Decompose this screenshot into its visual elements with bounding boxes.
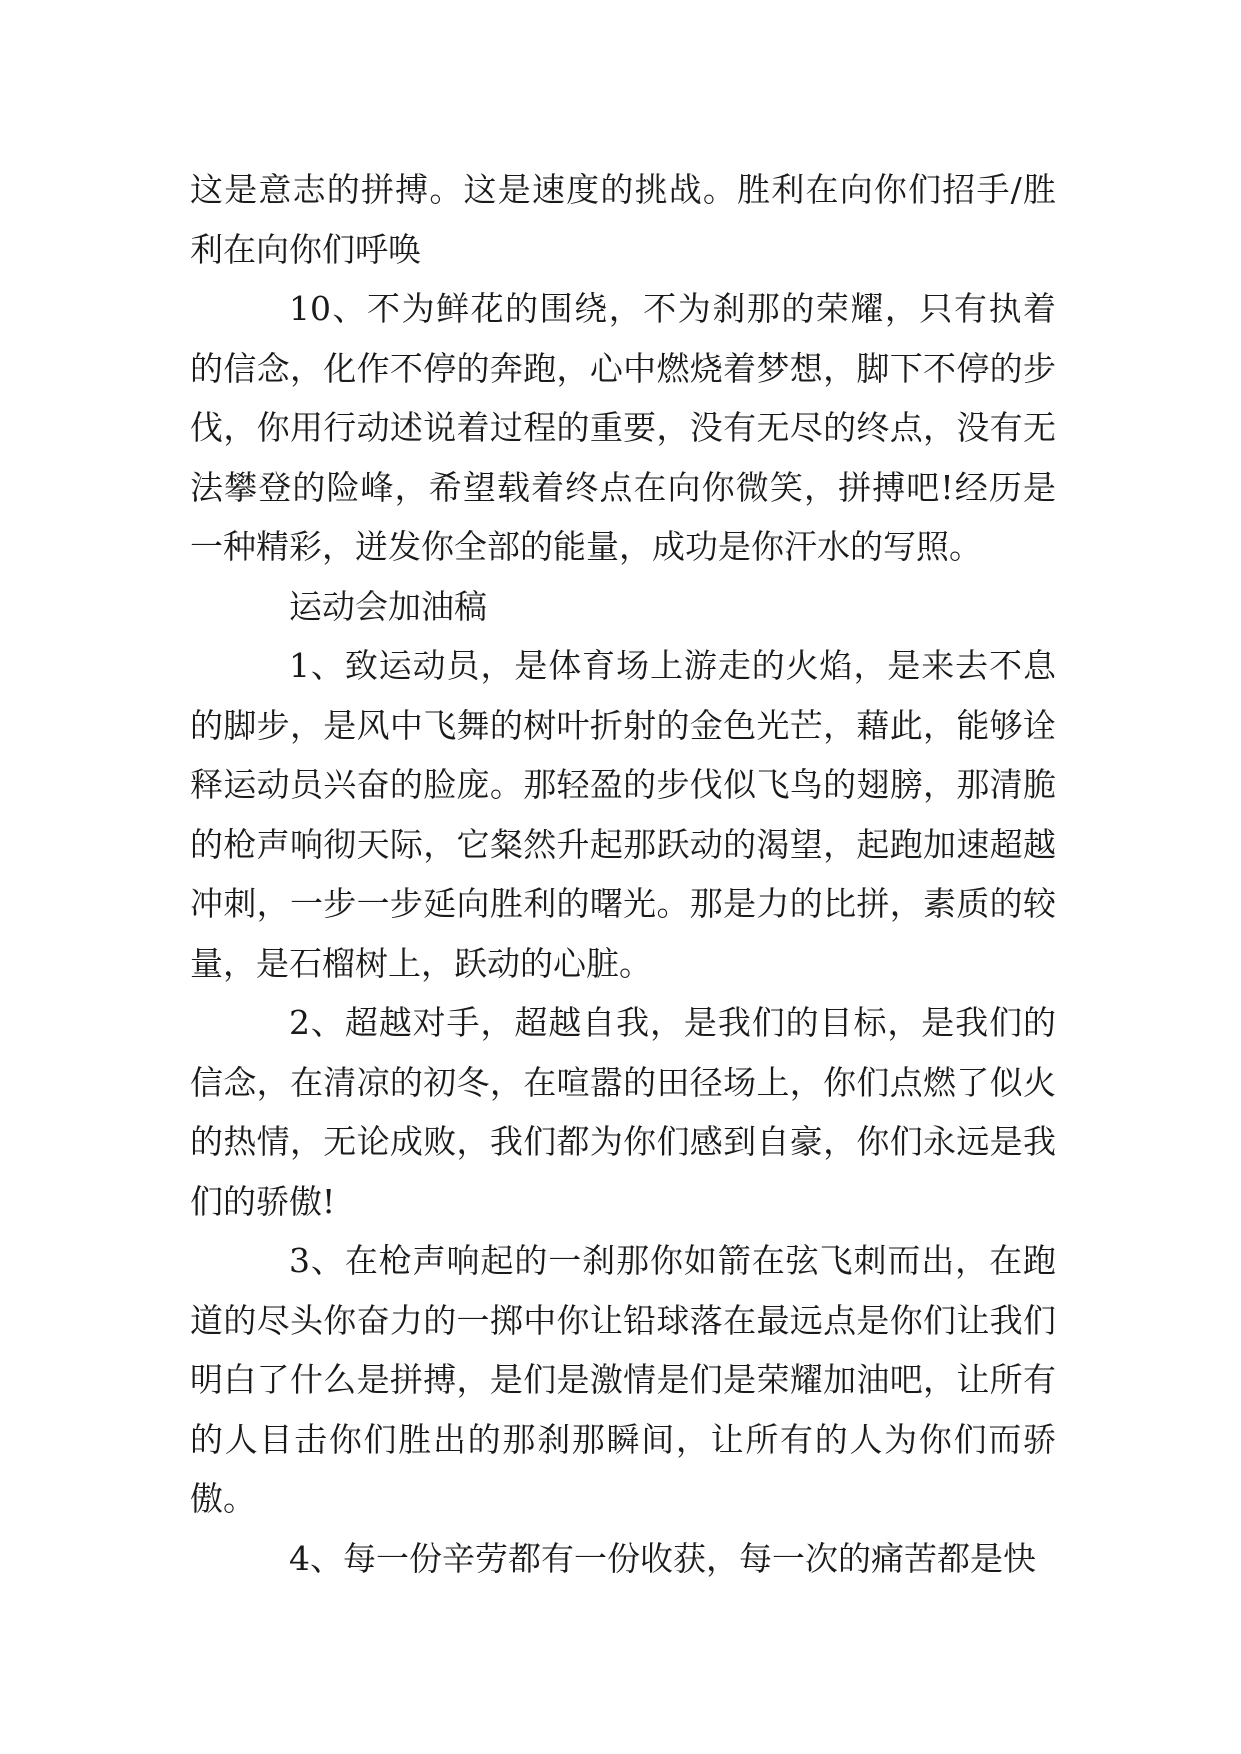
section-heading: 运动会加油稿 bbox=[289, 586, 487, 626]
paragraph-item-10: 10、不为鲜花的围绕，不为刹那的荣耀，只有执着的信念，化作不停的奔跑，心中燃烧着梦想，脚下不停的步伐，你用行动述说着过程的重要，没有无尽的终点，没有无法攀登的险峰，希望载着终点在向你微笑，拼搏吧!经历是一种精彩，迸发你全部的能量，成功是你汗水的写照。 bbox=[190, 289, 1056, 566]
paragraph-item-1: 1、致运动员，是体育场上游走的火焰，是来去不息的脚步，是风中飞舞的树叶折射的金色光芒，藉此，能够诠释运动员兴奋的脸庞。那轻盈的步伐似飞鸟的翅膀，那清脆的枪声响彻天际，它粲然升起那跃动的渴望，起跑加速超越冲刺，一步一步延向胜利的曙光。那是力的比拼，素质的较量，是石榴树上，跃动的心脏。 bbox=[190, 646, 1056, 983]
paragraph-item-3: 3、在枪声响起的一刹那你如箭在弦飞刺而出，在跑道的尽头你奋力的一掷中你让铅球落在最远点是你们让我们明白了什么是拼搏，是们是激情是们是荣耀加油吧，让所有的人目击你们胜出的那刹那瞬间，让所有的人为你们而骄傲。 bbox=[190, 1241, 1056, 1518]
paragraph-item-2: 2、超越对手，超越自我，是我们的目标，是我们的信念，在清凉的初冬，在喧嚣的田径场上，你们点燃了似火的热情，无论成败，我们都为你们感到自豪，你们永远是我们的骄傲! bbox=[190, 1003, 1056, 1221]
paragraph-intro: 这是意志的拼搏。这是速度的挑战。胜利在向你们招手/胜利在向你们呼唤 bbox=[190, 170, 1056, 269]
paragraph-item-4: 4、每一份辛劳都有一份收获，每一次的痛苦都是快 bbox=[289, 1538, 1036, 1578]
document-body bbox=[190, 160, 1056, 1588]
